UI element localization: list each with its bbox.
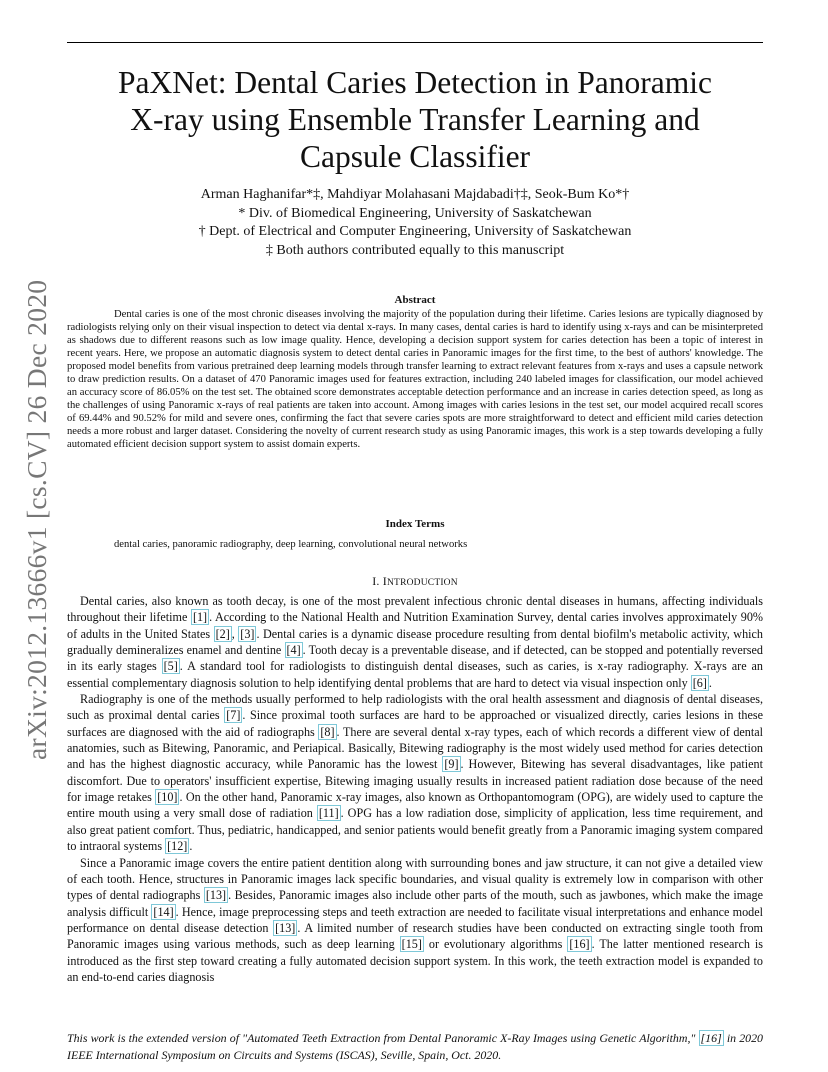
citation-link[interactable]: [10] [157, 790, 178, 805]
text-run: . On the other hand, Panoramic x-ray images, also known as Orthopantomogram (OPG), are widely used to capture the entire mouth using a very small dose of radiation [67, 790, 763, 821]
citation-link[interactable]: [15] [401, 937, 422, 952]
text-run: . There are several dental x-ray types, each of which records a different view of dental anatomies, such as Bitewing, Panoramic, and Periapical. Basically, Bitewing radiography is the most widely used method for caries detection and has the highest diagnostic accuracy, while Panoramic has the lowest [67, 724, 764, 772]
index-terms-text: dental caries, panoramic radiography, deep learning, convolutional neural networks [114, 539, 468, 550]
body-paragraph [67, 691, 763, 854]
title-line: Capsule Classifier [299, 139, 531, 174]
paper-title [67, 64, 763, 175]
text-run: . Besides, Panoramic images also include other parts of the mouth, such as jawbones, which make the image analysis difficult [67, 888, 763, 919]
citation-link[interactable]: [11] [318, 806, 339, 821]
title-line: PaXNet: Dental Caries Detection in Panoramic [118, 65, 712, 100]
text-run: . Hence, image preprocessing steps and teeth extraction are needed to facilitate visual interpretations and enhance model performance on dental disease detection [67, 904, 763, 935]
text-run: . Since proximal tooth surfaces are hard to be approached or visualized directly, caries lesions in these surfaces are diagnosed with the aid of radiographs [67, 708, 763, 739]
author-names: Arman Haghanifar*‡, Mahdiyar Molahasani Majdabadi†‡, Seok-Bum Ko*† [200, 187, 630, 202]
citation-link[interactable]: [13] [205, 888, 227, 903]
arxiv-identifier[interactable]: arXiv:2012.13666v1 [cs.CV] 26 Dec 2020 [21, 279, 52, 760]
citation-link[interactable]: [3] [240, 626, 255, 641]
citation-link[interactable]: [2] [215, 626, 230, 641]
section-title-initial: I [382, 574, 387, 588]
text-run: or evolutionary algorithms [423, 937, 568, 952]
citation-link[interactable]: [7] [226, 708, 241, 723]
citation-link[interactable]: [13] [275, 920, 296, 935]
section-title-rest: NTRODUCTION [387, 578, 458, 588]
citation-link[interactable]: [12] [167, 839, 188, 854]
text-run: . Dental caries is a dynamic disease procedure resulting from dental biofilm's metabolic activity, which gradually demineralizes enamel and dentine [67, 626, 763, 658]
text-run: , [231, 626, 239, 641]
citation-link[interactable]: [9] [444, 757, 459, 772]
text-run: This work is the extended version of "Automated Teeth Extraction from Dental Panoramic X-Ray Images using Genetic Algorithm," [67, 1031, 699, 1045]
citation-link[interactable]: [14] [153, 904, 174, 919]
abstract-heading: Abstract [394, 294, 436, 306]
affiliation-biomedical: * Div. of Biomedical Engineering, University of Saskatchewan [238, 205, 592, 221]
text-run: . A limited number of research studies have been conducted on extracting single tooth from Panoramic images using various methods, such as deep learning [67, 920, 764, 952]
extended-version-footnote [67, 1030, 763, 1063]
text-run: . However, Bitewing has several disadvantages, like patient discomfort. Due to operators' insufficient expertise, Bitewing imaging usually results in increased patient radiation dose because of the need for image retakes [67, 757, 763, 805]
section-number: I. [372, 574, 380, 588]
affiliation-ece: † Dept. of Electrical and Computer Engineering, University of Saskatchewan [198, 224, 632, 239]
text-run: Dental caries, also known as tooth decay, is one of the most prevalent infectious chronic dental diseases in humans, affecting individuals throughout their lifetime [67, 594, 763, 625]
body-paragraph [67, 593, 763, 691]
body-paragraph [67, 855, 763, 986]
text-run: . [708, 675, 712, 690]
citation-link[interactable]: [5] [163, 659, 178, 674]
text-run: . A standard tool for radiologists to distinguish dental diseases, such as caries, is x-ray radiography. X-rays are an essential complementary diagnosis solution to help identifying dental problems that are hard to detect via visual inspection only [67, 659, 763, 690]
citation-link[interactable]: [16] [700, 1031, 722, 1045]
text-run: Since a Panoramic image covers the entire patient dentition along with surrounding bones and jaw structure, it can not give a detailed view of each tooth. Hence, structures in Panoramic images lack specific boundaries, and visual quality is extremely low in comparison with other types of dental radiographs [67, 855, 763, 903]
author-block [67, 186, 763, 260]
abstract-text: Dental caries is one of the most chronic diseases involving the majority of the population during their lifetime. Caries lesions are typically diagnosed by radiologists relying only on their visual inspection to detect via dental x-rays. In many cases, dental caries is hard to identify using x-rays and can be misinterpreted as shadows due to different reasons such as low image quality. Hence, developing a decision support system for caries detection has been a topic of interest in recent years. Here, we propose an automatic diagnosis system to detect dental caries in Panoramic images for the first time, to the best of authors' knowledge. The proposed model benefits from various pretrained deep learning models through transfer learning to extract relevant features from x-rays and uses a capsule network to draw prediction results. On a dataset of 470 Panoramic images used for features extraction, including 240 labeled images for classification, our model achieved an accuracy score of 86.05% on the test set. The obtained score demonstrates acceptable detection performance and an increase in caries detection speed, as long as the challenges of using Panoramic x-rays of real patients are taken into account. Among images with caries lesions in the test set, our model acquired recall scores of 69.44% and 90.52% for mild and severe ones, confirming the fact that severe caries spots are more straightforward to detect and efficient mild caries detection needs a more robust and larger dataset. Considering the novelty of current research study as using Panoramic images, this work is a step towards developing a fully automated efficient decision support system to assist domain experts. [67, 309, 763, 451]
title-line: X-ray using Ensemble Transfer Learning and [130, 102, 700, 137]
index-terms-heading: Index Terms [385, 518, 445, 530]
citation-link[interactable]: [6] [692, 675, 707, 690]
citation-link[interactable]: [4] [286, 643, 301, 658]
citation-link[interactable]: [16] [569, 937, 590, 952]
section-heading-introduction [67, 574, 763, 589]
introduction-body [67, 593, 763, 985]
text-run: in 2020 IEEE International Symposium on Circuits and Systems (ISCAS), Seville, Spain, Oct. 2020. [67, 1031, 763, 1062]
text-run: . According to the National Health and Nutrition Examination Survey, dental caries involves approximately 90% of adults in the United States [67, 610, 764, 641]
citation-link[interactable]: [1] [192, 610, 208, 625]
top-rule [67, 42, 763, 43]
equal-contribution-note: ‡ Both authors contributed equally to this manuscript [265, 242, 565, 258]
text-run: . The latter mentioned research is introduced as the first step toward creating a fully automated decision support system. In this work, the teeth extraction model is expanded to an end-to-end caries diagnosis [67, 937, 764, 984]
text-run: Radiography is one of the methods usually performed to help radiologists with the oral health assessment and diagnosis of dental diseases, such as proximal dental caries [67, 692, 763, 723]
text-run: . [189, 839, 193, 854]
text-run: . OPG has a low radiation dose, simplicity of application, less time requirement, and also great patient comfort. Thus, pediatric, handicapped, and senior patients would benefit greatly from a Panoramic imaging system compared to intraoral systems [67, 806, 763, 854]
text-run: . Tooth decay is a preventable disease, and if detected, can be stopped and potentially reversed in its early stages [67, 643, 763, 674]
citation-link[interactable]: [8] [320, 724, 335, 739]
